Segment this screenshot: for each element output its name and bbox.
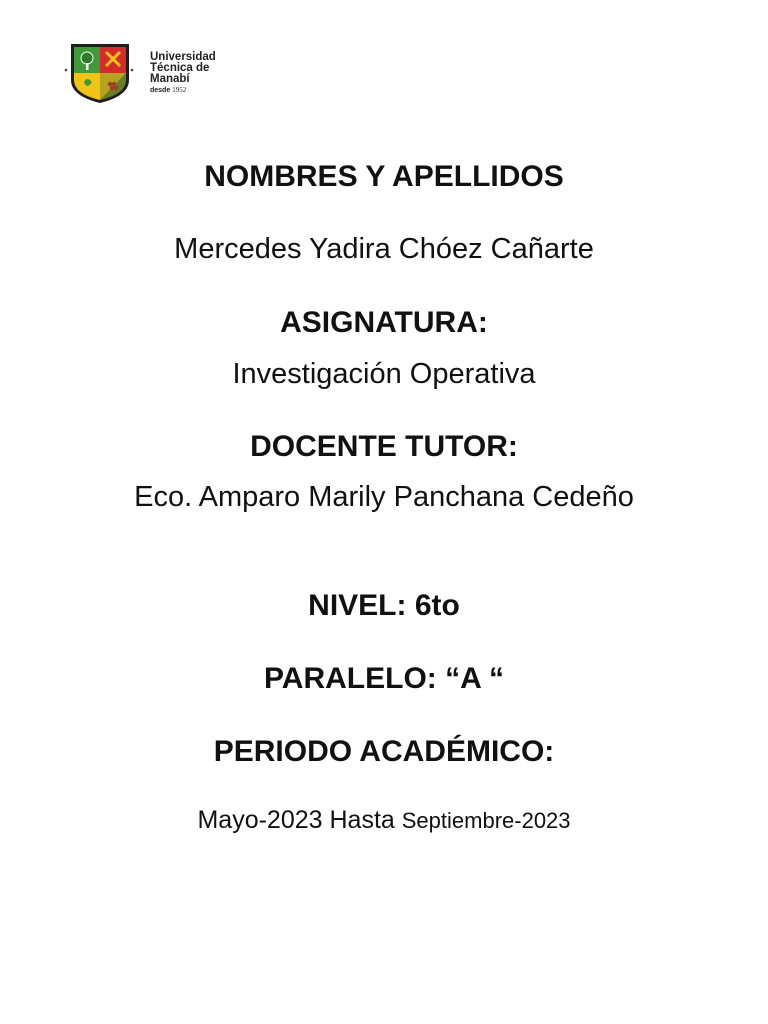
university-shield-icon <box>64 40 134 106</box>
tutor-value: Eco. Amparo Marily Panchana Cedeño <box>134 481 634 513</box>
period-from: Mayo-2023 Hasta <box>197 806 402 834</box>
names-heading: NOMBRES Y APELLIDOS <box>204 160 564 193</box>
logo-line-1: Universidad <box>150 51 216 63</box>
logo-line-2: Técnica de <box>150 62 210 74</box>
subject-heading: ASIGNATURA: <box>280 306 488 339</box>
parallel-heading: PARALELO: “A “ <box>264 662 504 695</box>
logo-wordmark <box>150 52 216 96</box>
logo-since <box>150 85 216 96</box>
subject-value: Investigación Operativa <box>232 358 536 390</box>
logo-line-3: Manabí <box>150 73 190 85</box>
university-logo <box>64 40 234 106</box>
period-value <box>0 806 768 835</box>
names-value: Mercedes Yadira Chóez Cañarte <box>174 233 594 265</box>
tutor-heading: DOCENTE TUTOR: <box>250 430 518 463</box>
period-to: Septiembre-2023 <box>401 808 571 833</box>
level-heading: NIVEL: 6to <box>308 589 460 622</box>
logo-since-word: desde <box>150 87 171 94</box>
period-heading: PERIODO ACADÉMICO: <box>213 735 555 768</box>
logo-since-year: 1952 <box>172 86 187 94</box>
